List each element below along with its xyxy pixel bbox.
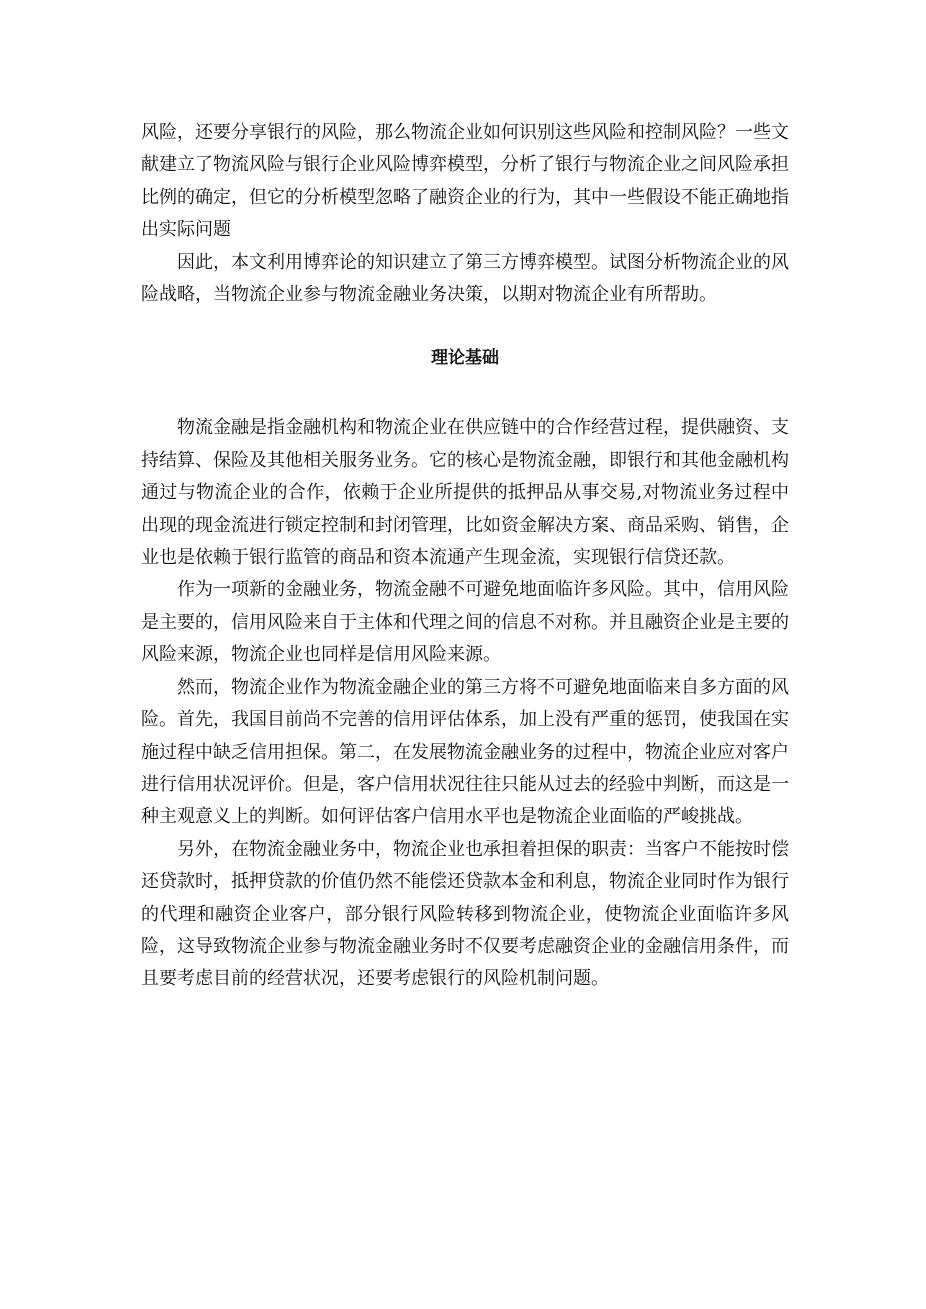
paragraph-guarantee: 另外，在物流金融业务中，物流企业也承担着担保的职责：当客户不能按时偿还贷款时，抵押贷款的价值仍然不能偿还贷款本金和利息，物流企业同时作为银行的代理和融资企业客户，部分银行风险转移到物流企业，使物流企业面临许多风险，这导致物流企业参与物流金融业务时不仅要考虑融资企业的金融信用条件，而且要考虑目前的经营状况，还要考虑银行的风险机制问题。: [141, 838, 789, 990]
paragraph-purpose: 因此，本文利用博弈论的知识建立了第三方博弈模型。试图分析物流企业的风险战略，当物流企业参与物流金融业务决策，以期对物流企业有所帮助。: [141, 251, 789, 306]
section-heading: 理论基础: [431, 348, 499, 369]
paragraph-continued: 风险，还要分享银行的风险，那么物流企业如何识别这些风险和控制风险？一些文献建立了物流风险与银行企业风险博弈模型，分析了银行与物流企业之间风险承担比例的确定，但它的分析模型忽略了融资企业的行为，其中一些假设不能正确地指出实际问题: [141, 122, 789, 241]
paragraph-third-party: 然而，物流企业作为物流金融企业的第三方将不可避免地面临来自多方面的风险。首先，我国目前尚不完善的信用评估体系，加上没有严重的惩罚，使我国在实施过程中缺乏信用担保。第二，在发展物流金融业务的过程中，物流企业应对客户进行信用状况评价。但是，客户信用状况往往只能从过去的经验中判断，而这是一种主观意义上的判断。如何评估客户信用水平也是物流企业面临的严峻挑战。: [141, 676, 789, 828]
document-page: [141, 117, 789, 996]
paragraph-definition: 物流金融是指金融机构和物流企业在供应链中的合作经营过程，提供融资、支持结算、保险及其他相关服务业务。它的核心是物流金融，即银行和其他金融机构通过与物流企业的合作，依赖于企业所提供的抵押品从事交易,对物流业务过程中出现的现金流进行锁定控制和封闭管理，比如资金解决方案、商品采购、销售，企业也是依赖于银行监管的商品和资本流通产生现金流，实现银行信贷还款。: [141, 417, 789, 569]
paragraph-risks: 作为一项新的金融业务，物流金融不可避免地面临许多风险。其中，信用风险是主要的，信用风险来自于主体和代理之间的信息不对称。并且融资企业是主要的风险来源，物流企业也同样是信用风险来源。: [141, 579, 789, 666]
